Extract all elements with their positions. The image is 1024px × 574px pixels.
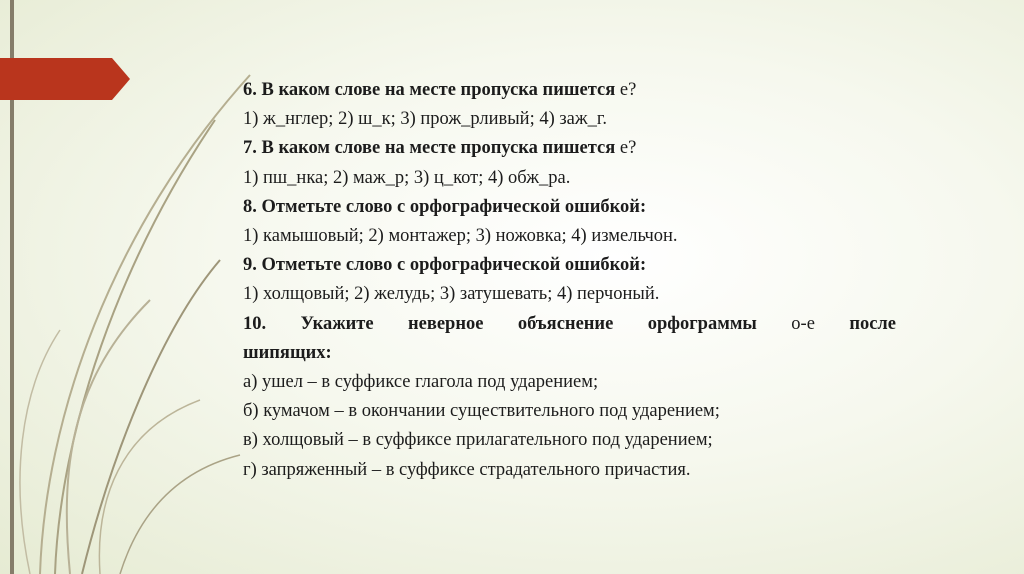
test-content [243,76,896,485]
question-10-answer-d: г) запряженный – в суффиксе страдательного причастия. [243,459,691,480]
question-10-answer-a: а) ушел – в суффиксе глагола под ударением; [243,372,599,393]
question-10-title: 10. Укажите неверное объяснение орфограммы о-е после [243,313,897,334]
question-10-title-tail: шипящих: [243,342,332,363]
question-9-title: 9. Отметьте слово с орфографической ошибкой: [243,255,647,276]
question-8-title: 8. Отметьте слово с орфографической ошибкой: [243,196,647,217]
question-8-options: 1) камышовый; 2) монтажер; 3) ножовка; 4) измельчон. [243,226,678,247]
question-10-answer-b: б) кумачом – в окончании существительного под ударением; [243,401,720,422]
question-7-options: 1) пш_нка; 2) маж_р; 3) ц_кот; 4) обж_ра. [243,167,571,188]
question-6-options: 1) ж_нглер; 2) ш_к; 3) прож_рливый; 4) заж_г. [243,109,608,130]
question-6-title: 6. В каком слове на месте пропуска пишется е? [243,80,637,100]
question-7-title: 7. В каком слове на месте пропуска пишется е? [243,138,637,159]
title-accent-tab [0,58,130,100]
question-10-answer-c: в) холщовый – в суффиксе прилагательного под ударением; [243,430,713,451]
question-9-options: 1) холщовый; 2) желудь; 3) затушевать; 4) перчоный. [243,284,660,305]
